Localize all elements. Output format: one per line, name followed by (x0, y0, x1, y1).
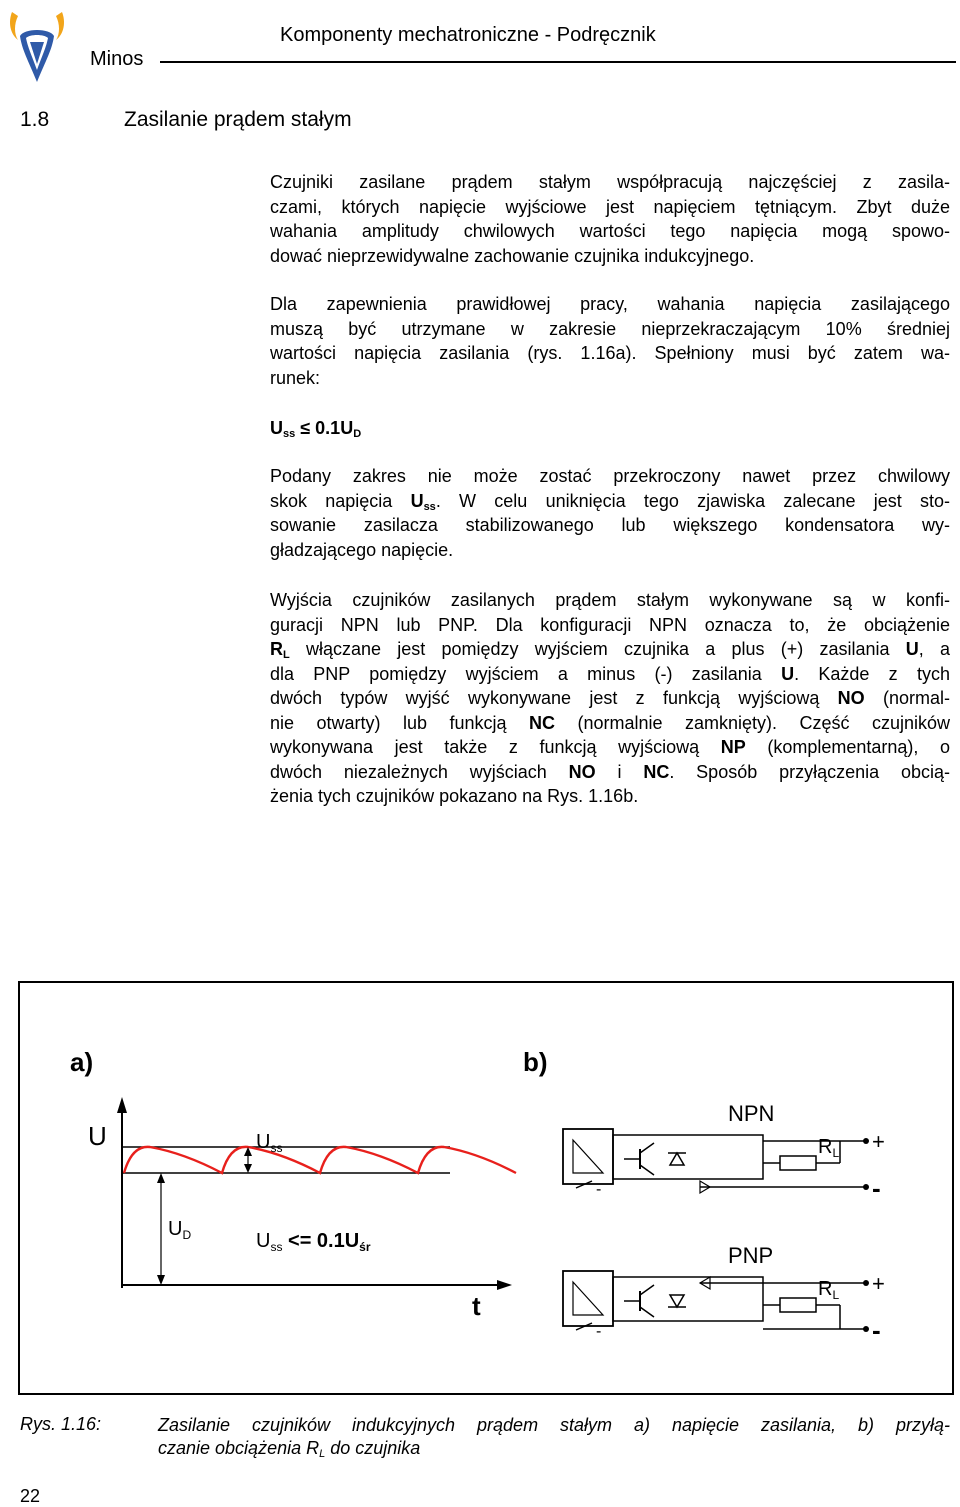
npn-switch-minus: - (596, 1181, 602, 1198)
paragraph-4 (270, 588, 950, 809)
text-line (270, 662, 950, 687)
header-rule (160, 61, 956, 63)
text-run: dla PNP pomiędzy wyjściem a minus (-) zasilania (270, 663, 782, 684)
pnp-diode (670, 1295, 684, 1307)
page-number: 22 (20, 1486, 41, 1506)
text-run: włączane jest pomiędzy wyjściem czujnika a plus (+) zasilania (289, 639, 906, 659)
ud-arrow-down (157, 1275, 165, 1285)
text-run: , a (918, 639, 951, 659)
symbol-u: U (905, 639, 919, 659)
caption-line (158, 1437, 950, 1460)
symbol-no: NO (837, 688, 865, 708)
text-line: wartości napięcia zasilania (rys. 1.16a). Spełniony musi być zatem wa- (270, 343, 950, 363)
pnp-load-resistor (780, 1298, 816, 1312)
minos-logo (6, 6, 68, 84)
text-line: dować nieprzewidywalne zachowanie czujnika indukcyjnego. (270, 245, 755, 266)
formula-rhs: 0.1U (315, 418, 354, 438)
pnp-rl-label: $R_L$ (818, 1278, 840, 1302)
pnp-transistor-collector (640, 1285, 654, 1295)
text-run: i (595, 761, 644, 782)
pnp-plus-label: + (872, 1271, 885, 1296)
symbol-r: R (270, 639, 283, 659)
symbol-sub: ss (423, 500, 436, 513)
text-line: muszą być utrzymane w zakresie nieprzekraczającym 10% średniej (270, 318, 950, 339)
axis-label-u: U (88, 1121, 107, 1151)
voltage-plot (88, 1097, 516, 1321)
text-run: wykonywana jest także z funkcją wyjściową (270, 737, 721, 757)
text-line: Wyjścia czujników zasilanych prądem stałym wykonywane są w konfi- (270, 590, 950, 610)
npn-load-resistor (780, 1156, 816, 1170)
npn-rl-label: $R_L$ (818, 1136, 840, 1160)
caption-text (158, 1414, 950, 1460)
text-run: (komplementarną), o (745, 737, 950, 757)
npn-minus-terminal (863, 1184, 869, 1190)
text-run: . Każde z tych (794, 663, 950, 684)
axis-label-t: t (472, 1291, 481, 1321)
ud-arrow-up (157, 1173, 165, 1183)
pnp-circuit (563, 1243, 885, 1345)
npn-diode (670, 1153, 684, 1165)
npn-sensor-face (573, 1140, 603, 1173)
pnp-label: PNP (728, 1243, 774, 1268)
pnp-switch-minus: - (596, 1323, 602, 1340)
formula-operator: ≤ (300, 418, 311, 438)
caption-line: Zasilanie czujników indukcyjnych prądem stałym a) napięcie zasilania, b) przyłą- (158, 1415, 950, 1435)
condition-formula (270, 418, 361, 439)
text-line: żenia tych czujników pokazano na Rys. 1.16b. (270, 786, 639, 806)
npn-plus-label: + (872, 1129, 885, 1154)
caption-label: Rys. 1.16: (20, 1414, 102, 1434)
text-run: dwóch niezależnych wyjściach (270, 761, 569, 782)
symbol-np: NP (720, 737, 746, 757)
text-line: czami, których napięcie wyjściowe jest napięciem tętniącym. Zbyt duże (270, 196, 950, 217)
x-axis-arrow (497, 1280, 512, 1290)
pnp-transistor-emitter (640, 1307, 654, 1317)
text-line: Czujniki zasilane prądem stałym współpracują najczęściej z zasila- (270, 172, 950, 192)
text-run: (normal- (864, 688, 950, 708)
text-run: czanie obciążenia R (158, 1438, 320, 1458)
figure-drawing (20, 983, 952, 1393)
pnp-minus-terminal (863, 1326, 869, 1332)
text-line: runek: (270, 367, 321, 388)
figure-1-16 (18, 981, 954, 1395)
text-line (270, 735, 950, 760)
ripple-waveform (124, 1147, 516, 1173)
text-line: gładzającego napięcie. (270, 539, 454, 560)
npn-minus-label: - (872, 1173, 881, 1203)
pnp-minus-label: - (872, 1315, 881, 1345)
symbol-sub: L (283, 649, 290, 661)
symbol-nc: NC (529, 712, 555, 733)
pnp-sensor-face (573, 1282, 603, 1315)
text-line (270, 637, 950, 662)
symbol-u: U (410, 490, 424, 511)
symbol-sub: L (319, 1448, 326, 1460)
section-number: 1.8 (20, 108, 50, 131)
npn-label: NPN (728, 1101, 775, 1126)
npn-circuit (563, 1101, 885, 1203)
text-line: guracji NPN lub PNP. Dla konfiguracji NPN oznacza to, że obciążenie (270, 614, 950, 635)
text-line: Podany zakres nie może zostać przekroczony nawet przez chwilowy (270, 466, 950, 486)
npn-transistor-emitter (640, 1165, 654, 1175)
text-line: sowanie zasilacza stabilizowanego lub większego kondensatora wy- (270, 515, 950, 535)
npn-output-block (613, 1135, 763, 1179)
formula-sub-d: D (353, 428, 362, 440)
ud-label: $U_D$ (168, 1218, 192, 1242)
uss-label: $U_{ss}$ (256, 1131, 283, 1155)
text-line: Dla zapewnienia prawidłowej pracy, wahania napięcia zasilającego (270, 294, 950, 314)
symbol-nc: NC (643, 761, 670, 782)
brand-name: Minos (90, 48, 144, 70)
pnp-plus-terminal (863, 1280, 869, 1286)
section-heading (20, 108, 352, 132)
text-run: skok napięcia (270, 490, 411, 511)
section-title: Zasilanie prądem stałym (124, 108, 352, 131)
y-axis-arrow (117, 1097, 127, 1113)
symbol-no: NO (568, 761, 596, 782)
text-line (270, 489, 950, 514)
text-run: dwóch typów wyjść wykonywane jest z funkcją wyjściową (270, 688, 838, 708)
text-run: do czujnika (325, 1438, 421, 1458)
formula-sub-ss: ss (283, 428, 296, 440)
text-run: . Sposób przyłączenia obcią- (669, 761, 950, 782)
paragraph-2 (270, 292, 950, 390)
text-line: wahania amplitudy chwilowych wartości tego napięcia mogą spowo- (270, 221, 950, 241)
paragraph-1 (270, 170, 950, 268)
text-line (270, 686, 950, 711)
label-b: b) (523, 1047, 548, 1077)
formula-u: U (270, 418, 283, 438)
text-run: nie otwarty) lub funkcją (270, 712, 529, 733)
header-title: Komponenty mechatroniczne - Podręcznik (280, 24, 656, 46)
condition-label: $U_{ss} <= 0.1U_{śr}$ (256, 1230, 371, 1254)
paragraph-3 (270, 464, 950, 562)
text-run: (normalnie zamknięty). Część czujników (555, 712, 950, 733)
symbol-u: U (781, 663, 795, 684)
text-run: . W celu uniknięcia tego zjawiska zalecane jest sto- (435, 490, 950, 511)
npn-plus-terminal (863, 1138, 869, 1144)
label-a: a) (70, 1047, 94, 1077)
uss-arrow-down (244, 1164, 252, 1173)
text-line (270, 760, 950, 785)
text-line (270, 711, 950, 736)
npn-transistor-collector (640, 1143, 654, 1153)
